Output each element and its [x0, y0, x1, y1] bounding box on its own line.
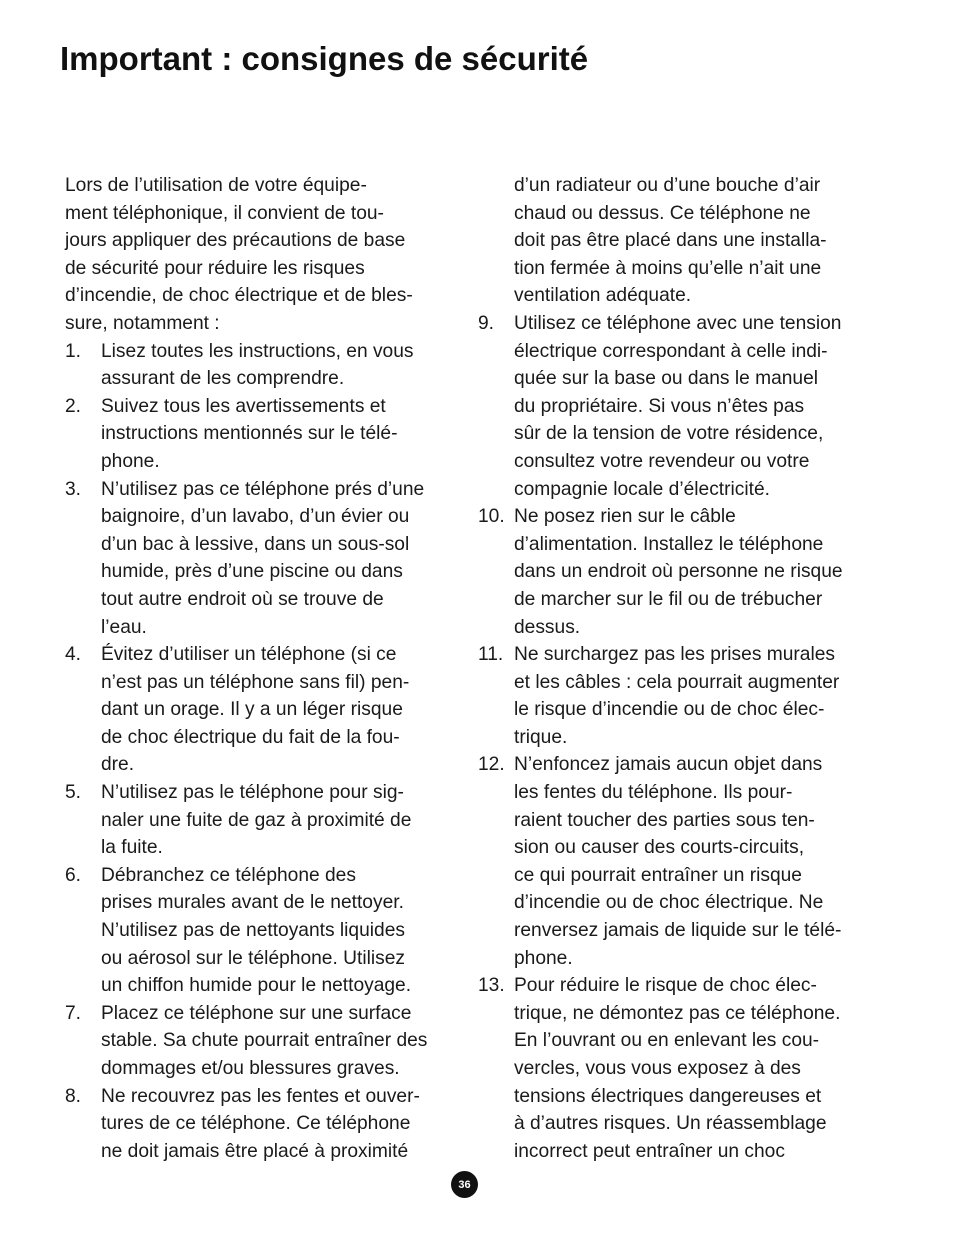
text-line	[478, 586, 870, 614]
line-text: et les câbles : cela pourrait augmenter	[514, 671, 840, 693]
text-line	[478, 531, 870, 559]
line-text: les fentes du téléphone. Ils pour-	[514, 782, 793, 804]
text-line	[65, 917, 457, 945]
line-text: N’utilisez pas ce téléphone prés d’une	[101, 478, 425, 500]
line-text: dessus.	[514, 616, 581, 638]
list-number: 4.	[65, 644, 82, 666]
text-line	[478, 172, 870, 200]
text-line	[478, 724, 870, 752]
text-line	[65, 282, 457, 310]
text-line	[478, 282, 870, 310]
text-line	[65, 696, 457, 724]
text-line	[65, 972, 457, 1000]
text-line	[478, 255, 870, 283]
text-line	[65, 310, 457, 338]
list-number: 8.	[65, 1085, 82, 1107]
list-number: 12.	[478, 754, 505, 776]
text-line	[65, 476, 457, 504]
text-line	[65, 531, 457, 559]
text-line	[478, 1138, 870, 1166]
line-text: d’un bac à lessive, dans un sous-sol	[101, 533, 410, 555]
list-number: 6.	[65, 864, 82, 886]
line-text: instructions mentionnés sur le télé-	[101, 423, 398, 445]
line-text: Ne posez rien sur le câble	[514, 506, 736, 528]
text-line	[65, 862, 457, 890]
line-text: Pour réduire le risque de choc élec-	[514, 975, 817, 997]
text-line	[65, 200, 457, 228]
line-text: trique.	[514, 726, 568, 748]
text-line	[65, 641, 457, 669]
line-text: N’enfoncez jamais aucun objet dans	[514, 754, 823, 776]
text-line	[478, 889, 870, 917]
text-line	[65, 365, 457, 393]
line-text: tion fermée à moins qu’elle n’ait une	[514, 257, 822, 279]
text-line	[478, 227, 870, 255]
list-number: 9.	[478, 312, 495, 334]
line-text: phone.	[101, 450, 160, 472]
line-text: raient toucher des parties sous ten-	[514, 809, 815, 831]
left-column	[65, 172, 457, 1165]
text-line	[478, 862, 870, 890]
line-text: de sécurité pour réduire les risques	[65, 257, 365, 279]
line-text: d’incendie, de choc électrique et de bles-	[65, 285, 413, 307]
line-text: d’incendie ou de choc électrique. Ne	[514, 892, 824, 914]
line-text: Ne recouvrez pas les fentes et ouver-	[101, 1085, 420, 1107]
text-line	[478, 420, 870, 448]
line-text: électrique correspondant à celle indi-	[514, 340, 828, 362]
line-text: humide, près d’une piscine ou dans	[101, 561, 403, 583]
line-text: ventilation adéquate.	[514, 285, 692, 307]
line-text: incorrect peut entraîner un choc	[514, 1140, 785, 1162]
line-text: l’eau.	[101, 616, 147, 638]
line-text: doit pas être placé dans une installa-	[514, 230, 827, 252]
line-text: Ne surchargez pas les prises murales	[514, 644, 835, 666]
line-text: vercles, vous vous exposez à des	[514, 1058, 801, 1079]
line-text: dommages et/ou blessures graves.	[101, 1058, 400, 1079]
list-number: 10.	[478, 506, 505, 528]
text-line	[65, 669, 457, 697]
line-text: En l’ouvrant ou en enlevant les cou-	[514, 1030, 820, 1052]
text-line	[478, 448, 870, 476]
text-line	[478, 365, 870, 393]
line-text: Utilisez ce téléphone avec une tension	[514, 312, 842, 334]
text-line	[478, 1027, 870, 1055]
line-text: trique, ne démontez pas ce téléphone.	[514, 1002, 841, 1024]
text-line	[478, 641, 870, 669]
page-number: 36	[458, 1178, 471, 1191]
text-line	[65, 1083, 457, 1111]
text-line	[478, 779, 870, 807]
line-text: baignoire, d’un lavabo, d’un évier ou	[101, 506, 410, 528]
list-number: 13.	[478, 975, 505, 997]
line-text: à d’autres risques. Un réassemblage	[514, 1113, 827, 1135]
text-line	[65, 724, 457, 752]
text-line	[478, 1055, 870, 1083]
line-text: naler une fuite de gaz à proximité de	[101, 809, 412, 831]
text-line	[478, 476, 870, 504]
line-text: dant un orage. Il y a un léger risque	[101, 699, 403, 721]
line-text: ce qui pourrait entraîner un risque	[514, 864, 802, 886]
text-line	[65, 420, 457, 448]
line-text: d’un radiateur ou d’une bouche d’air	[514, 175, 821, 196]
text-line	[65, 889, 457, 917]
text-line	[478, 1000, 870, 1028]
text-line	[65, 393, 457, 421]
text-line	[65, 945, 457, 973]
line-text: la fuite.	[101, 837, 163, 859]
text-line	[478, 200, 870, 228]
line-text: de marcher sur le fil ou de trébucher	[514, 588, 823, 610]
text-line	[478, 503, 870, 531]
text-line	[478, 310, 870, 338]
text-line	[478, 917, 870, 945]
text-line	[65, 172, 457, 200]
text-line	[478, 669, 870, 697]
text-line	[65, 1138, 457, 1166]
list-number: 1.	[65, 340, 82, 362]
text-line	[65, 834, 457, 862]
text-line	[65, 503, 457, 531]
line-text: ou aérosol sur le téléphone. Utilisez	[101, 947, 405, 969]
line-text: sûr de la tension de votre résidence,	[514, 423, 824, 445]
line-text: sure, notamment :	[65, 312, 220, 334]
line-text: de choc électrique du fait de la fou-	[101, 726, 400, 748]
line-text: Lisez toutes les instructions, en vous	[101, 340, 414, 362]
text-line	[65, 1027, 457, 1055]
text-line	[478, 696, 870, 724]
text-line	[65, 1055, 457, 1083]
list-number: 11.	[478, 644, 504, 666]
line-text: compagnie locale d’électricité.	[514, 478, 770, 500]
line-text: N’utilisez pas le téléphone pour sig-	[101, 782, 404, 804]
text-line	[478, 751, 870, 779]
text-line	[65, 614, 457, 642]
line-text: phone.	[514, 947, 573, 969]
line-text: ne doit jamais être placé à proximité	[101, 1140, 409, 1162]
page-title: Important : consignes de sécurité	[60, 40, 589, 77]
text-line	[478, 558, 870, 586]
text-line	[65, 558, 457, 586]
line-text: un chiffon humide pour le nettoyage.	[101, 975, 412, 997]
line-text: tensions électriques dangereuses et	[514, 1085, 822, 1107]
line-text: stable. Sa chute pourrait entraîner des	[101, 1030, 428, 1052]
line-text: sion ou causer des courts-circuits,	[514, 837, 805, 859]
text-line	[65, 1000, 457, 1028]
text-line	[478, 338, 870, 366]
text-line	[65, 586, 457, 614]
line-text: chaud ou dessus. Ce téléphone ne	[514, 202, 811, 224]
text-line	[478, 614, 870, 642]
line-text: renversez jamais de liquide sur le télé-	[514, 920, 842, 942]
line-text: ment téléphonique, il convient de tou-	[65, 202, 384, 224]
right-column	[478, 172, 870, 1165]
text-line	[65, 751, 457, 779]
text-line	[478, 393, 870, 421]
line-text: dans un endroit où personne ne risque	[514, 561, 843, 583]
line-text: prises murales avant de le nettoyer.	[101, 892, 404, 914]
line-text: Suivez tous les avertissements et	[101, 395, 386, 417]
line-text: consultez votre revendeur ou votre	[514, 450, 810, 472]
line-text: Placez ce téléphone sur une surface	[101, 1002, 412, 1024]
line-text: quée sur la base ou dans le manuel	[514, 368, 819, 390]
line-text: tures de ce téléphone. Ce téléphone	[101, 1113, 411, 1135]
text-line	[65, 807, 457, 835]
text-line	[478, 807, 870, 835]
page-number-badge	[451, 1171, 478, 1198]
text-line	[65, 255, 457, 283]
list-number: 5.	[65, 782, 82, 804]
list-number: 7.	[65, 1002, 82, 1024]
line-text: dre.	[101, 754, 135, 776]
text-line	[65, 779, 457, 807]
text-line	[478, 1083, 870, 1111]
list-number: 2.	[65, 395, 82, 417]
line-text: n’est pas un téléphone sans fil) pen-	[101, 671, 410, 693]
list-number: 3.	[65, 478, 82, 500]
line-text: le risque d’incendie ou de choc élec-	[514, 699, 825, 721]
text-line	[478, 1110, 870, 1138]
text-line	[65, 338, 457, 366]
text-line	[65, 227, 457, 255]
line-text: tout autre endroit où se trouve de	[101, 588, 384, 610]
text-line	[478, 945, 870, 973]
line-text: jours appliquer des précautions de base	[65, 230, 406, 252]
text-line	[478, 972, 870, 1000]
text-line	[65, 448, 457, 476]
line-text: Débranchez ce téléphone des	[101, 864, 356, 886]
line-text: Lors de l’utilisation de votre équipe-	[65, 175, 367, 196]
line-text: N’utilisez pas de nettoyants liquides	[101, 920, 405, 942]
line-text: Évitez d’utiliser un téléphone (si ce	[101, 644, 397, 666]
line-text: d’alimentation. Installez le téléphone	[514, 533, 824, 555]
text-line	[65, 1110, 457, 1138]
line-text: du propriétaire. Si vous n’êtes pas	[514, 395, 805, 417]
line-text: assurant de les comprendre.	[101, 368, 345, 390]
text-line	[478, 834, 870, 862]
